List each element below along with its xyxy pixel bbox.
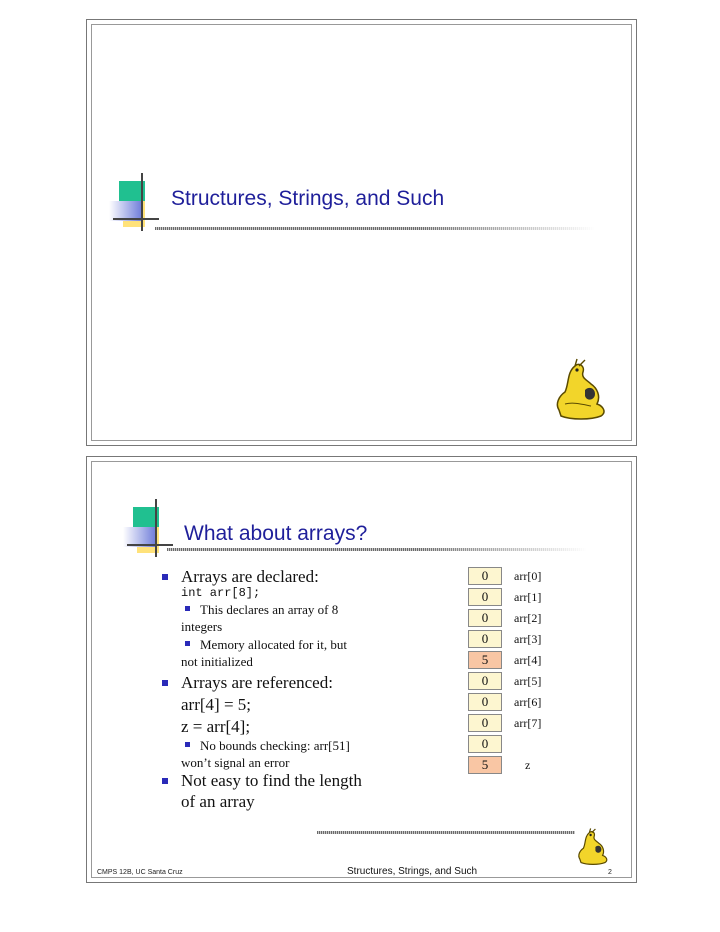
bullet-arrays-referenced: Arrays are referenced: <box>181 673 333 693</box>
line-length-cont: of an array <box>181 792 255 811</box>
array-cell-label: arr[7] <box>514 716 542 730</box>
sub-bullet-declares-cont: integers <box>181 619 223 634</box>
array-cell-label: arr[1] <box>514 590 542 604</box>
title-rule <box>167 548 587 551</box>
variable-z-label: z <box>525 758 531 772</box>
array-cell: 0 <box>468 672 502 690</box>
line-assign: arr[4] = 5; <box>181 695 252 714</box>
bullet-length: Not easy to find the length <box>181 771 362 791</box>
slug-mascot-icon <box>551 358 611 422</box>
square-bullet-icon <box>185 742 190 747</box>
array-cell-label: arr[5] <box>514 674 542 688</box>
sub-bullet-bounds: No bounds checking: arr[51] <box>200 737 350 754</box>
array-cell: 0 <box>468 630 502 648</box>
array-cell-highlighted: 5 <box>468 651 502 669</box>
sub-bullet-declares: This declares an array of 8 <box>200 601 338 618</box>
sub-bullet-memory: Memory allocated for it, but <box>200 636 347 653</box>
bullet-arrays-declared: Arrays are declared: <box>181 567 319 587</box>
array-cell-beyond: 0 <box>468 735 502 753</box>
footer-rule <box>317 831 575 834</box>
array-cell-label: arr[3] <box>514 632 542 646</box>
footer-course: CMPS 12B, UC Santa Cruz <box>97 869 183 876</box>
square-bullet-icon <box>185 606 190 611</box>
line-read: z = arr[4]; <box>181 717 251 736</box>
footer-page-number: 2 <box>608 869 612 876</box>
slide-2-title: What about arrays? <box>184 522 368 545</box>
array-cell-label: arr[6] <box>514 695 542 709</box>
footer-title: Structures, Strings, and Such <box>347 866 478 877</box>
sub-bullet-bounds-cont: won’t signal an error <box>181 755 290 770</box>
array-cell: 0 <box>468 567 502 585</box>
variable-z-cell: 5 <box>468 756 502 774</box>
slide-2 <box>86 456 637 883</box>
square-bullet-icon <box>162 680 168 686</box>
title-decoration-icon <box>109 181 169 241</box>
array-cell: 0 <box>468 693 502 711</box>
title-decoration-icon <box>123 507 183 567</box>
square-bullet-icon <box>162 574 168 580</box>
sub-bullet-memory-cont: not initialized <box>181 654 253 669</box>
array-cell-label: arr[2] <box>514 611 542 625</box>
title-rule <box>155 227 595 230</box>
array-cell: 0 <box>468 588 502 606</box>
array-cell: 0 <box>468 714 502 732</box>
slide-1-title: Structures, Strings, and Such <box>171 187 445 210</box>
square-bullet-icon <box>185 641 190 646</box>
array-cell-label: arr[4] <box>514 653 542 667</box>
array-cell-label: arr[0] <box>514 569 542 583</box>
array-cell: 0 <box>468 609 502 627</box>
square-bullet-icon <box>162 778 168 784</box>
code-declaration: int arr[8]; <box>181 586 261 600</box>
slide-1 <box>86 19 637 446</box>
slug-mascot-icon <box>575 827 611 867</box>
